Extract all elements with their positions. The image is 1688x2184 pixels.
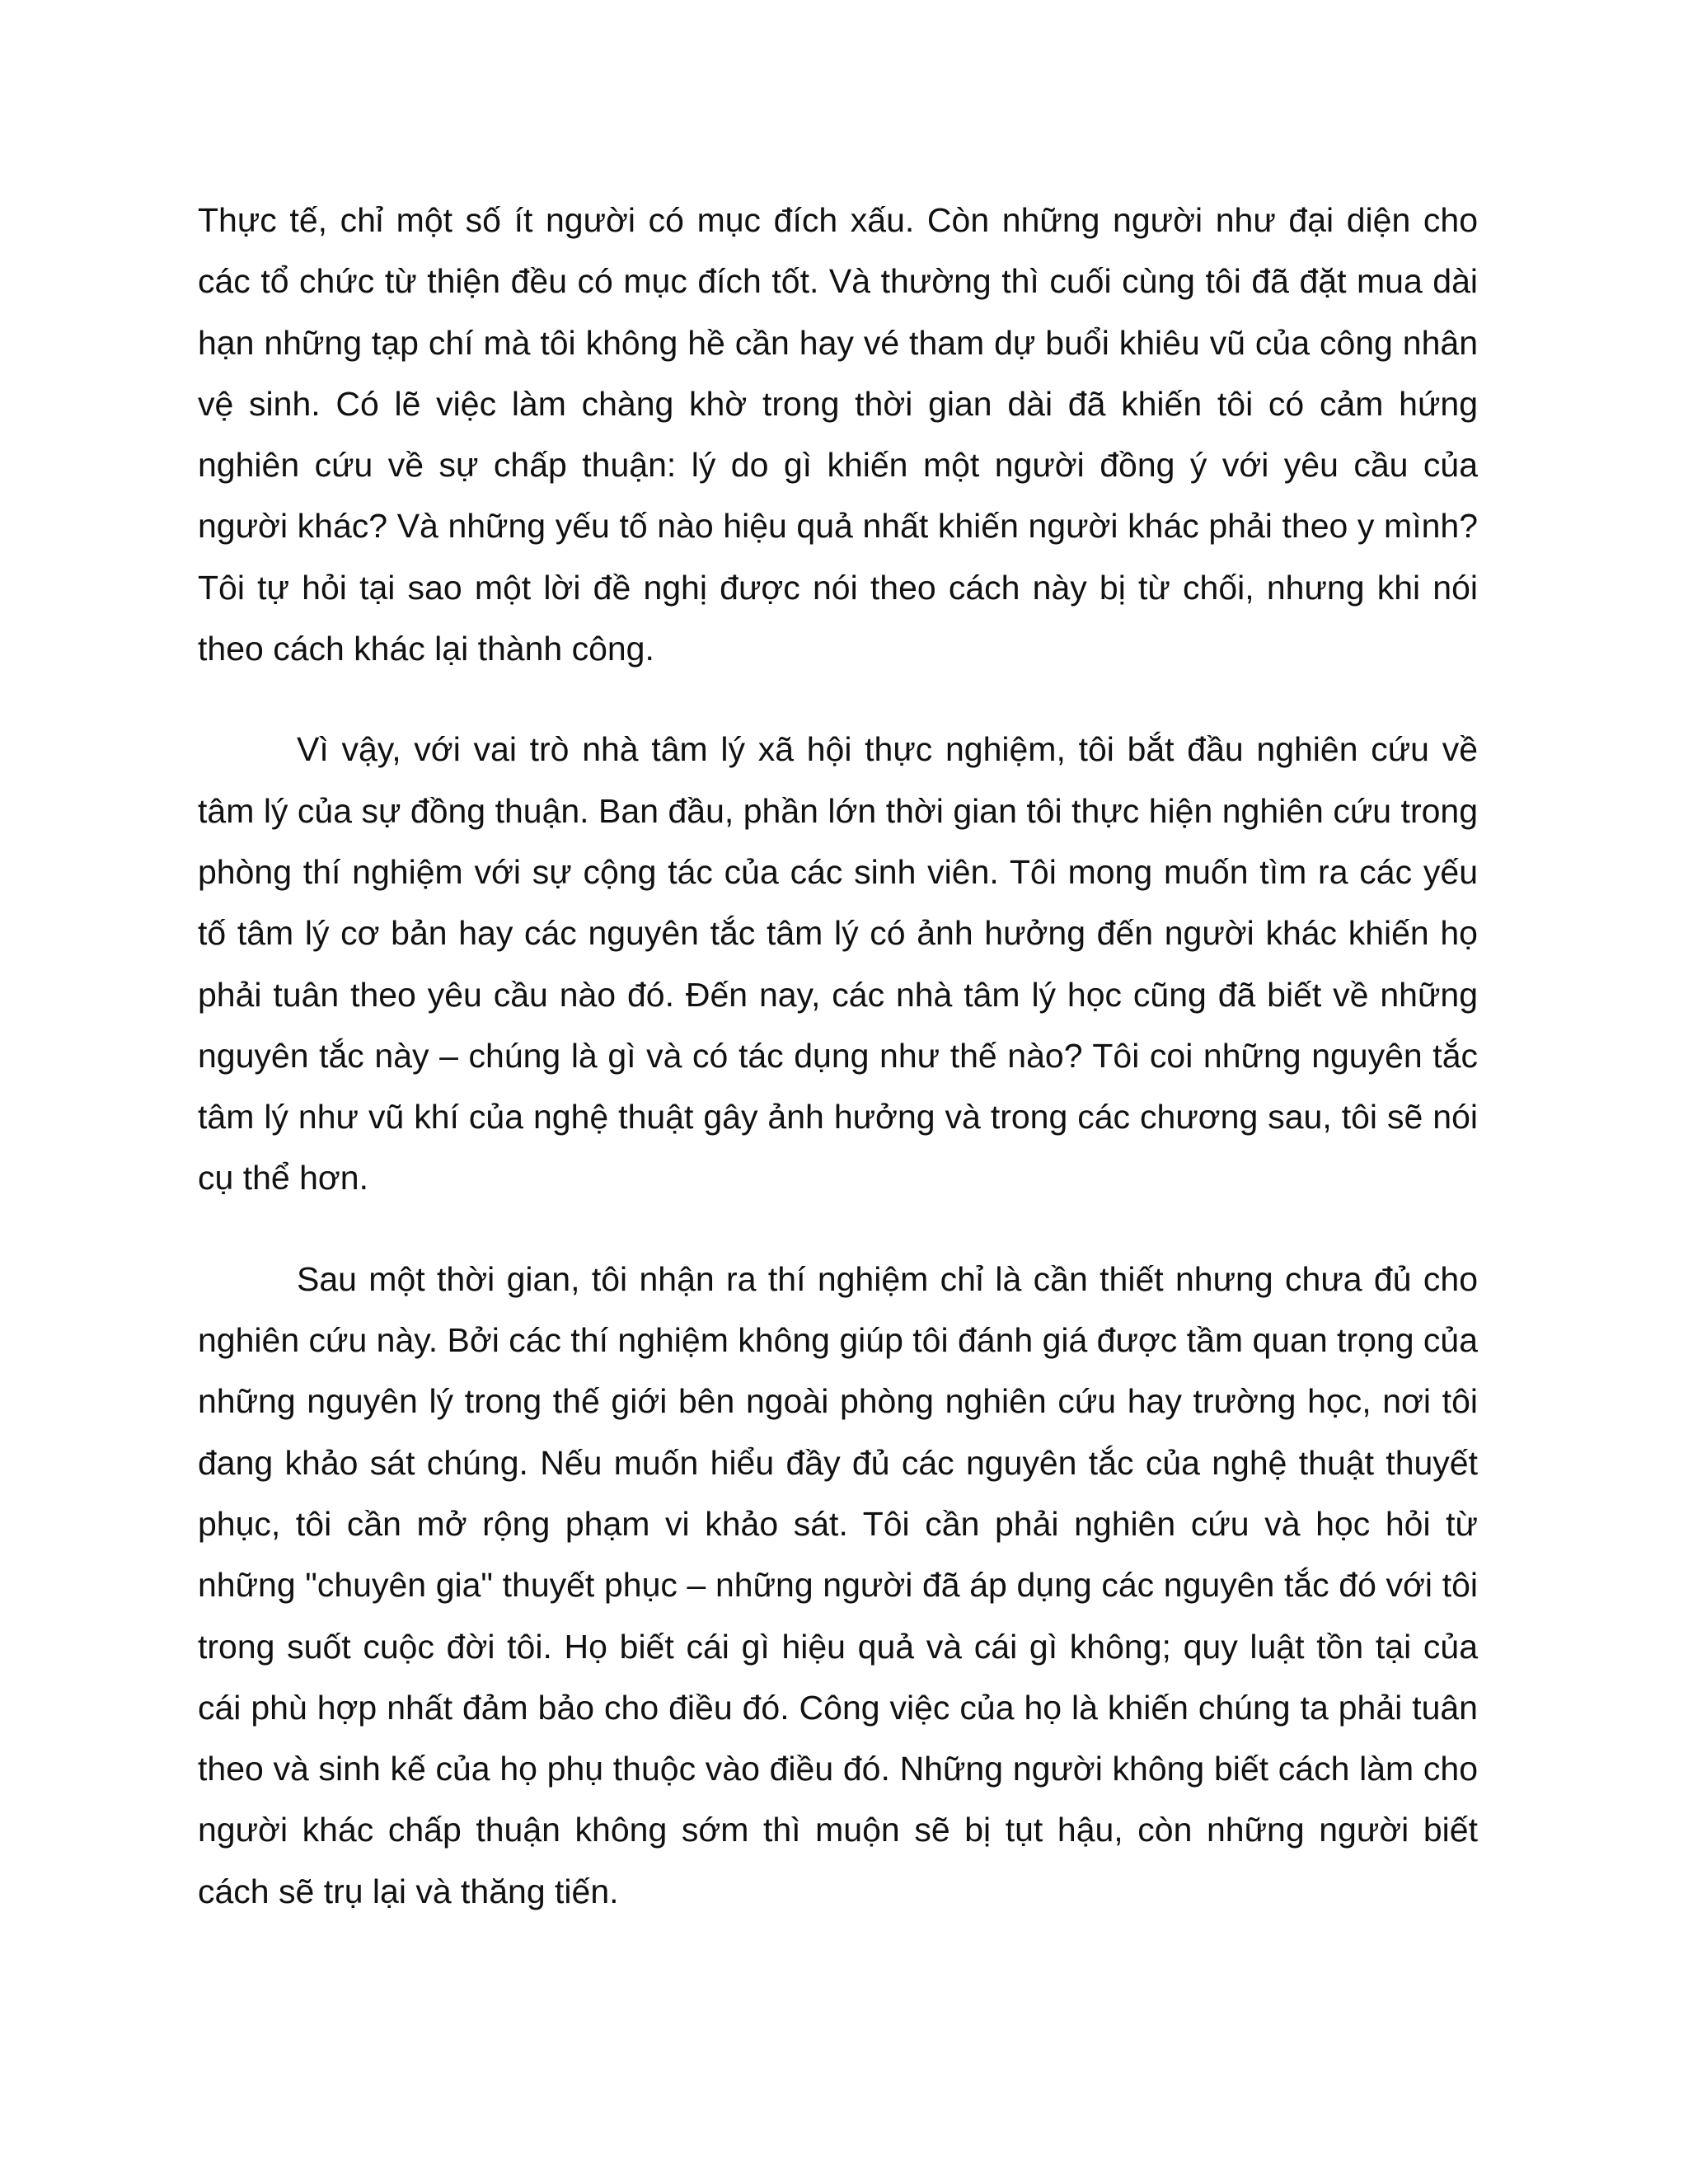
paragraph-1: Thực tế, chỉ một số ít người có mục đích xấu. Còn những người như đại diện cho các tổ chức từ thiện đều có mục đích tốt. Và thường thì cuối cùng tôi đã đặt mua dài hạn những tạp chí mà tôi không hề cần hay vé tham dự buổi khiêu vũ của công nhân vệ sinh. Có lẽ việc làm chàng khờ trong thời gian dài đã khiến tôi có cảm hứng nghiên cứu về sự chấp thuận: lý do gì khiến một người đồng ý với yêu cầu của người khác? Và những yếu tố nào hiệu quả nhất khiến người khác phải theo y mình? Tôi tự hỏi tại sao một lời đề nghị được nói theo cách này bị từ chối, nhưng khi nói theo cách khác lại thành công. — [198, 201, 1478, 668]
paragraph-3: Sau một thời gian, tôi nhận ra thí nghiệm chỉ là cần thiết nhưng chưa đủ cho nghiên cứu này. Bởi các thí nghiệm không giúp tôi đánh giá được tầm quan trọng của những nguyên lý trong thế giới bên ngoài phòng nghiên cứu hay trường học, nơi tôi đang khảo sát chúng. Nếu muốn hiểu đầy đủ các nguyên tắc của nghệ thuật thuyết phục, tôi cần mở rộng phạm vi khảo sát. Tôi cần phải nghiên cứu và học hỏi từ những "chuyên gia" thuyết phục – những người đã áp dụng các nguyên tắc đó với tôi trong suốt cuộc đời tôi. Họ biết cái gì hiệu quả và cái gì không; quy luật tồn tại của cái phù hợp nhất đảm bảo cho điều đó. Công việc của họ là khiến chúng ta phải tuân theo và sinh kế của họ phụ thuộc vào điều đó. Những người không biết cách làm cho người khác chấp thuận không sớm thì muộn sẽ bị tụt hậu, còn những người biết cách sẽ trụ lại và thăng tiến. — [198, 1259, 1478, 1910]
document-body — [198, 190, 1478, 1922]
paragraph-2: Vì vậy, với vai trò nhà tâm lý xã hội thực nghiệm, tôi bắt đầu nghiên cứu về tâm lý của sự đồng thuận. Ban đầu, phần lớn thời gian tôi thực hiện nghiên cứu trong phòng thí nghiệm với sự cộng tác của các sinh viên. Tôi mong muốn tìm ra các yếu tố tâm lý cơ bản hay các nguyên tắc tâm lý có ảnh hưởng đến người khác khiến họ phải tuân theo yêu cầu nào đó. Đến nay, các nhà tâm lý học cũng đã biết về những nguyên tắc này – chúng là gì và có tác dụng như thế nào? Tôi coi những nguyên tắc tâm lý như vũ khí của nghệ thuật gây ảnh hưởng và trong các chương sau, tôi sẽ nói cụ thể hơn. — [198, 730, 1478, 1197]
